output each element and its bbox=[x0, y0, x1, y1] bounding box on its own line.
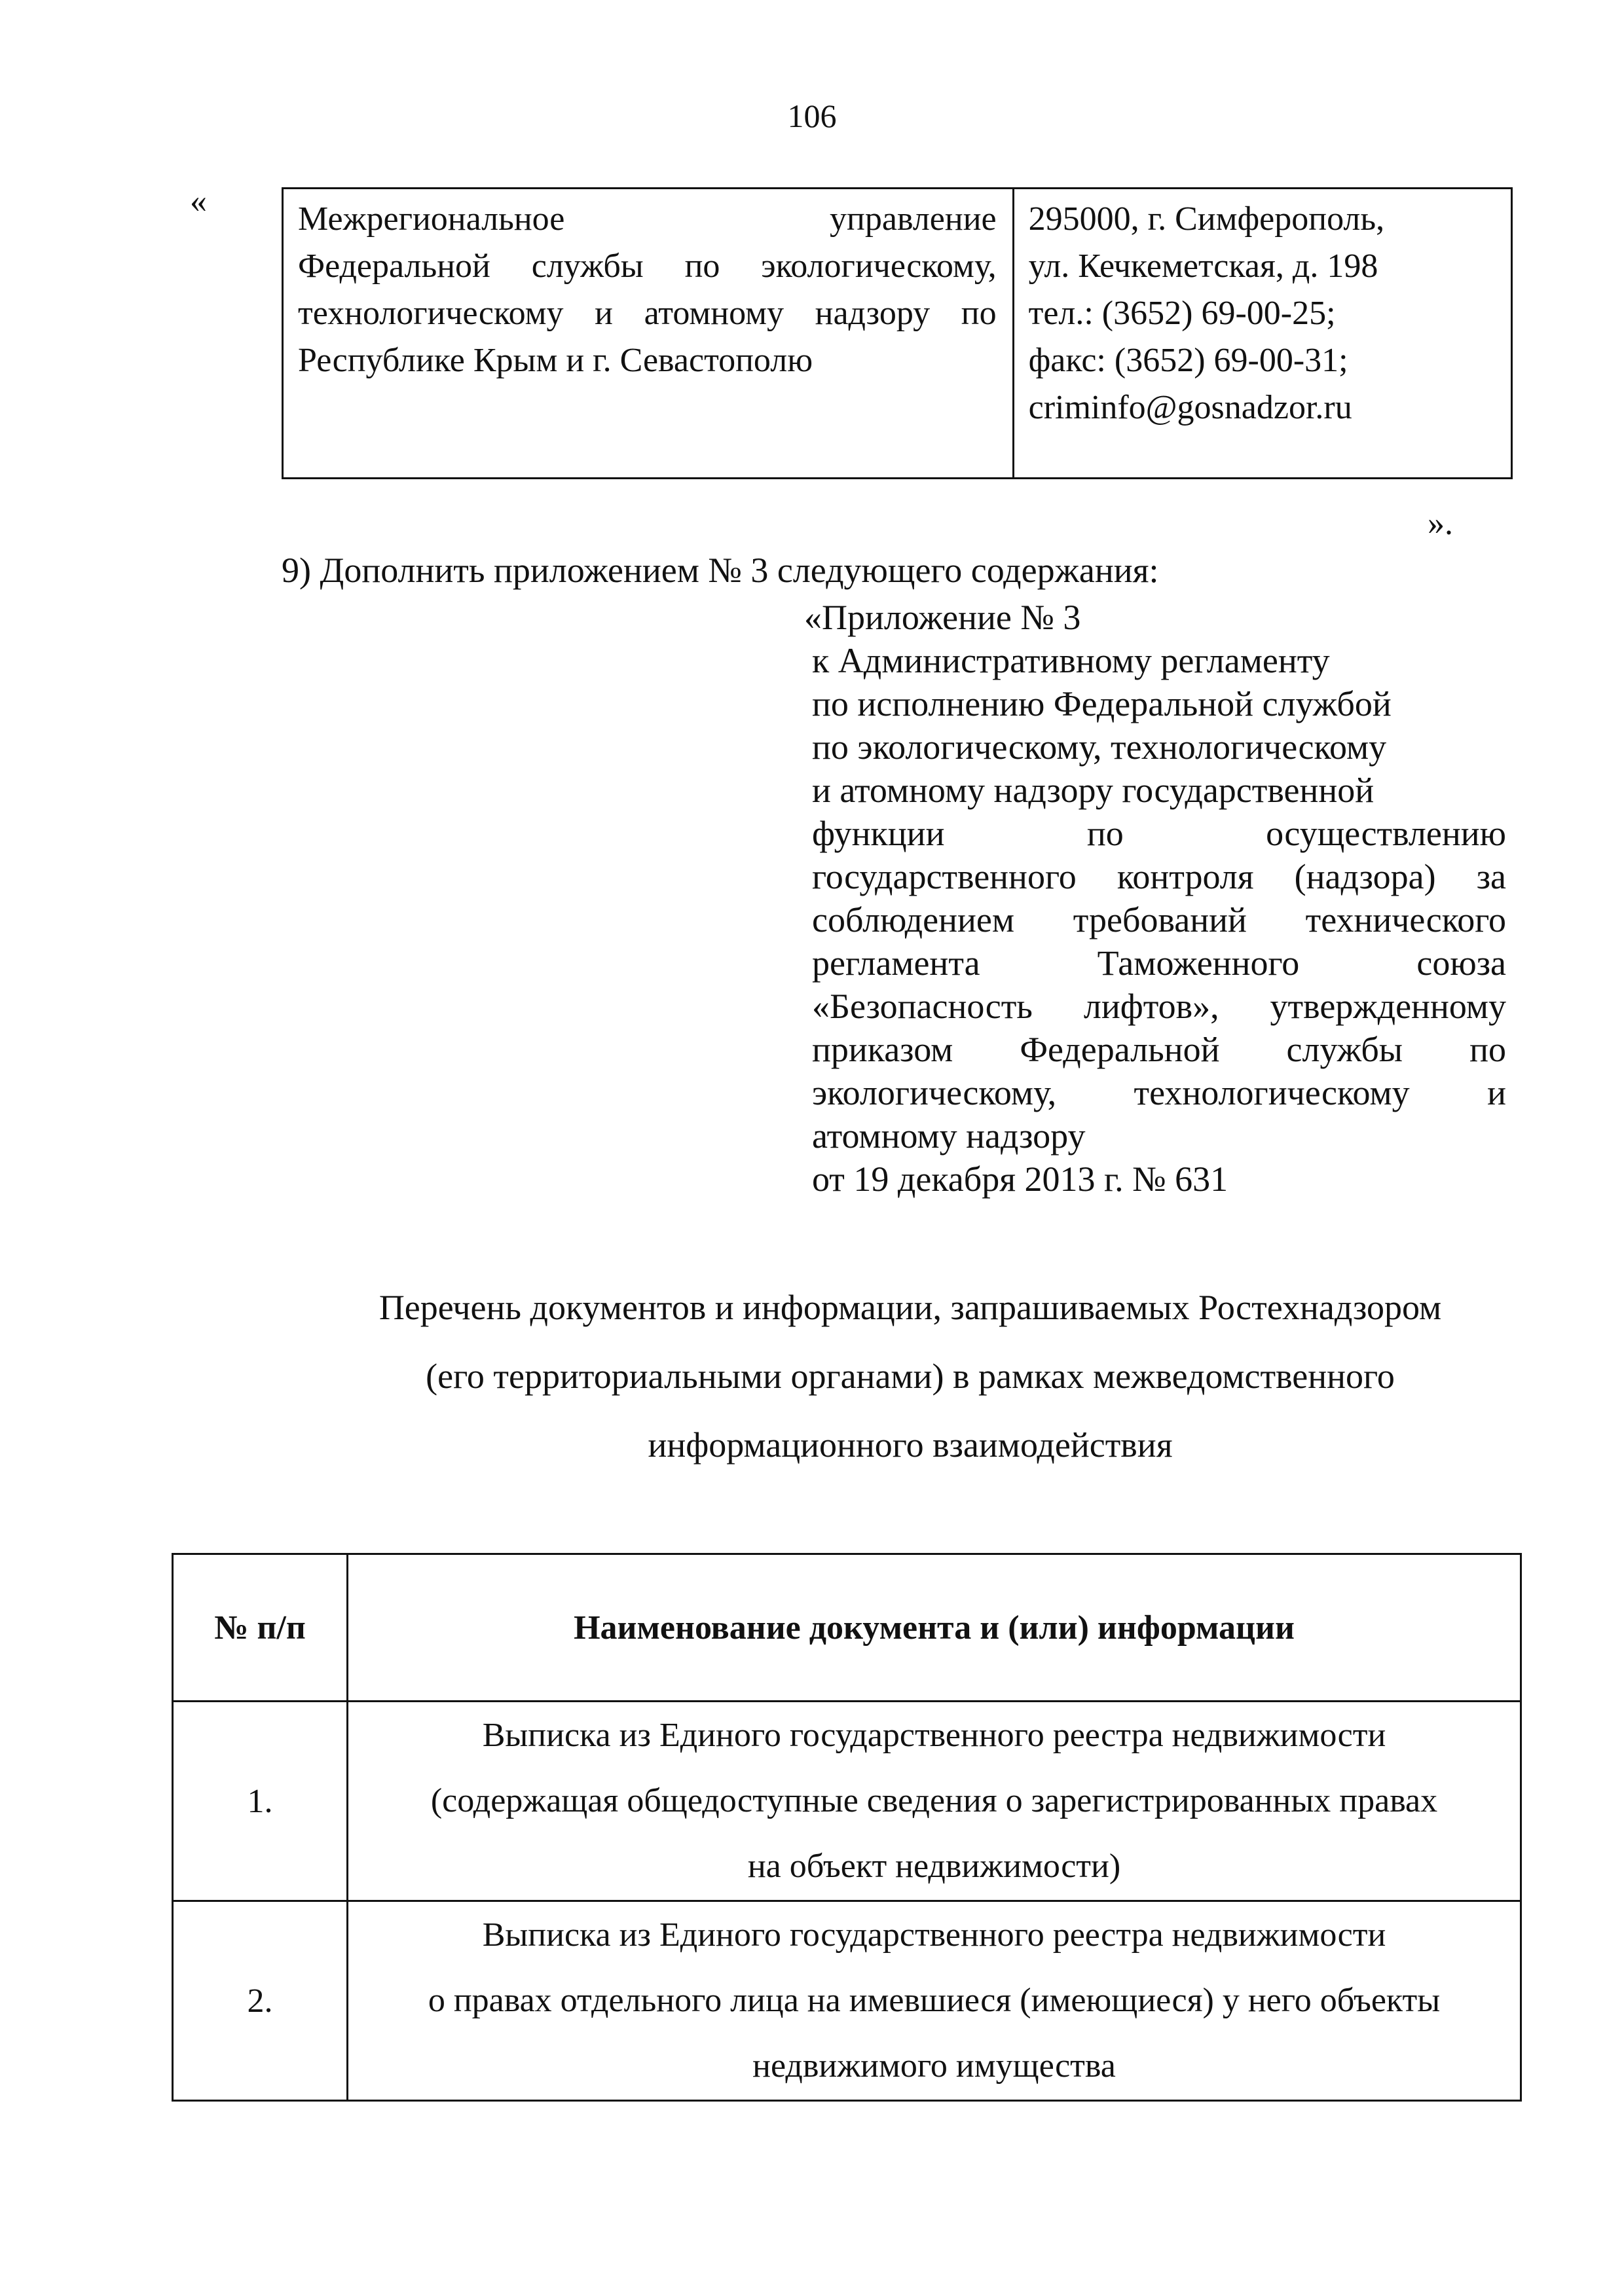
address-line: ул. Кечкеметская, д. 198 bbox=[1028, 247, 1378, 285]
list-heading bbox=[282, 1273, 1539, 1480]
row-number: 2. bbox=[173, 1901, 348, 2101]
appendix-line: от 19 декабря 2013 г. № 631 bbox=[812, 1159, 1228, 1199]
address-line: 295000, г. Симферополь, bbox=[1028, 200, 1385, 238]
organization-line: Республике Крым и г. Севастополю bbox=[298, 342, 813, 379]
description-line: (содержащая общедоступные сведения о зарегистрированных правах bbox=[430, 1782, 1438, 1819]
heading-line: Перечень документов и информации, запрашиваемых Ростехнадзором bbox=[378, 1288, 1442, 1327]
row-number: 1. bbox=[173, 1702, 348, 1901]
description-line: на объект недвижимости) bbox=[747, 1848, 1121, 1885]
appendix-line: по экологическому, технологическому bbox=[812, 727, 1387, 767]
appendix-line: государственного контроля (надзора) за bbox=[812, 857, 1506, 896]
closing-quote-mark: ». bbox=[1428, 505, 1453, 542]
appendix-line: «Приложение № 3 bbox=[804, 598, 1081, 637]
appendix-line: соблюдением требований технического bbox=[812, 900, 1506, 939]
address-table-row bbox=[283, 189, 1512, 479]
amendment-paragraph: 9) Дополнить приложением № 3 следующего содержания: bbox=[282, 551, 1159, 590]
description-line: о правах отдельного лица на имевшиеся (имеющиеся) у него объекты bbox=[428, 1982, 1441, 2019]
phone-line: тел.: (3652) 69-00-25; bbox=[1028, 295, 1336, 332]
description-line: Выписка из Единого государственного реестра недвижимости bbox=[482, 1916, 1386, 1954]
documents-table bbox=[172, 1553, 1522, 2102]
organization-line: технологическому и атомному надзору по bbox=[298, 295, 997, 332]
description-line: недвижимого имущества bbox=[752, 2047, 1116, 2085]
appendix-line: экологическому, технологическому и bbox=[812, 1073, 1506, 1112]
appendix-line: «Безопасность лифтов», утвержденному bbox=[812, 987, 1506, 1026]
table-header-row bbox=[173, 1554, 1521, 1702]
email-line: criminfo@gosnadzor.ru bbox=[1028, 389, 1352, 426]
row-description bbox=[348, 1901, 1521, 2101]
appendix-attribution bbox=[804, 596, 1506, 1201]
appendix-line: регламента Таможенного союза bbox=[812, 943, 1506, 983]
appendix-line: функции по осуществлению bbox=[812, 814, 1506, 853]
appendix-line: по исполнению Федеральной службой bbox=[812, 684, 1392, 723]
description-line: Выписка из Единого государственного реестра недвижимости bbox=[482, 1717, 1386, 1754]
organization-cell bbox=[283, 189, 1014, 479]
appendix-line: и атомному надзору государственной bbox=[812, 771, 1375, 810]
table-row bbox=[173, 1702, 1521, 1901]
page-number: 106 bbox=[787, 98, 837, 134]
heading-line: информационного взаимодействия bbox=[648, 1425, 1173, 1465]
column-header-name: Наименование документа и (или) информации bbox=[348, 1554, 1521, 1702]
heading-line: (его территориальными органами) в рамках межведомственного bbox=[426, 1357, 1395, 1396]
row-description bbox=[348, 1702, 1521, 1901]
table-row bbox=[173, 1901, 1521, 2101]
opening-quote-mark: « bbox=[190, 183, 207, 220]
appendix-line: приказом Федеральной службы по bbox=[812, 1030, 1506, 1069]
organization-line: Межрегиональное управление bbox=[298, 200, 997, 238]
appendix-line: к Административному регламенту bbox=[812, 641, 1330, 680]
organization-line: Федеральной службы по экологическому, bbox=[298, 247, 997, 285]
address-table bbox=[282, 187, 1513, 479]
column-header-number: № п/п bbox=[173, 1554, 348, 1702]
fax-line: факс: (3652) 69-00-31; bbox=[1028, 342, 1348, 379]
address-cell bbox=[1013, 189, 1511, 479]
appendix-line: атомному надзору bbox=[812, 1116, 1086, 1156]
